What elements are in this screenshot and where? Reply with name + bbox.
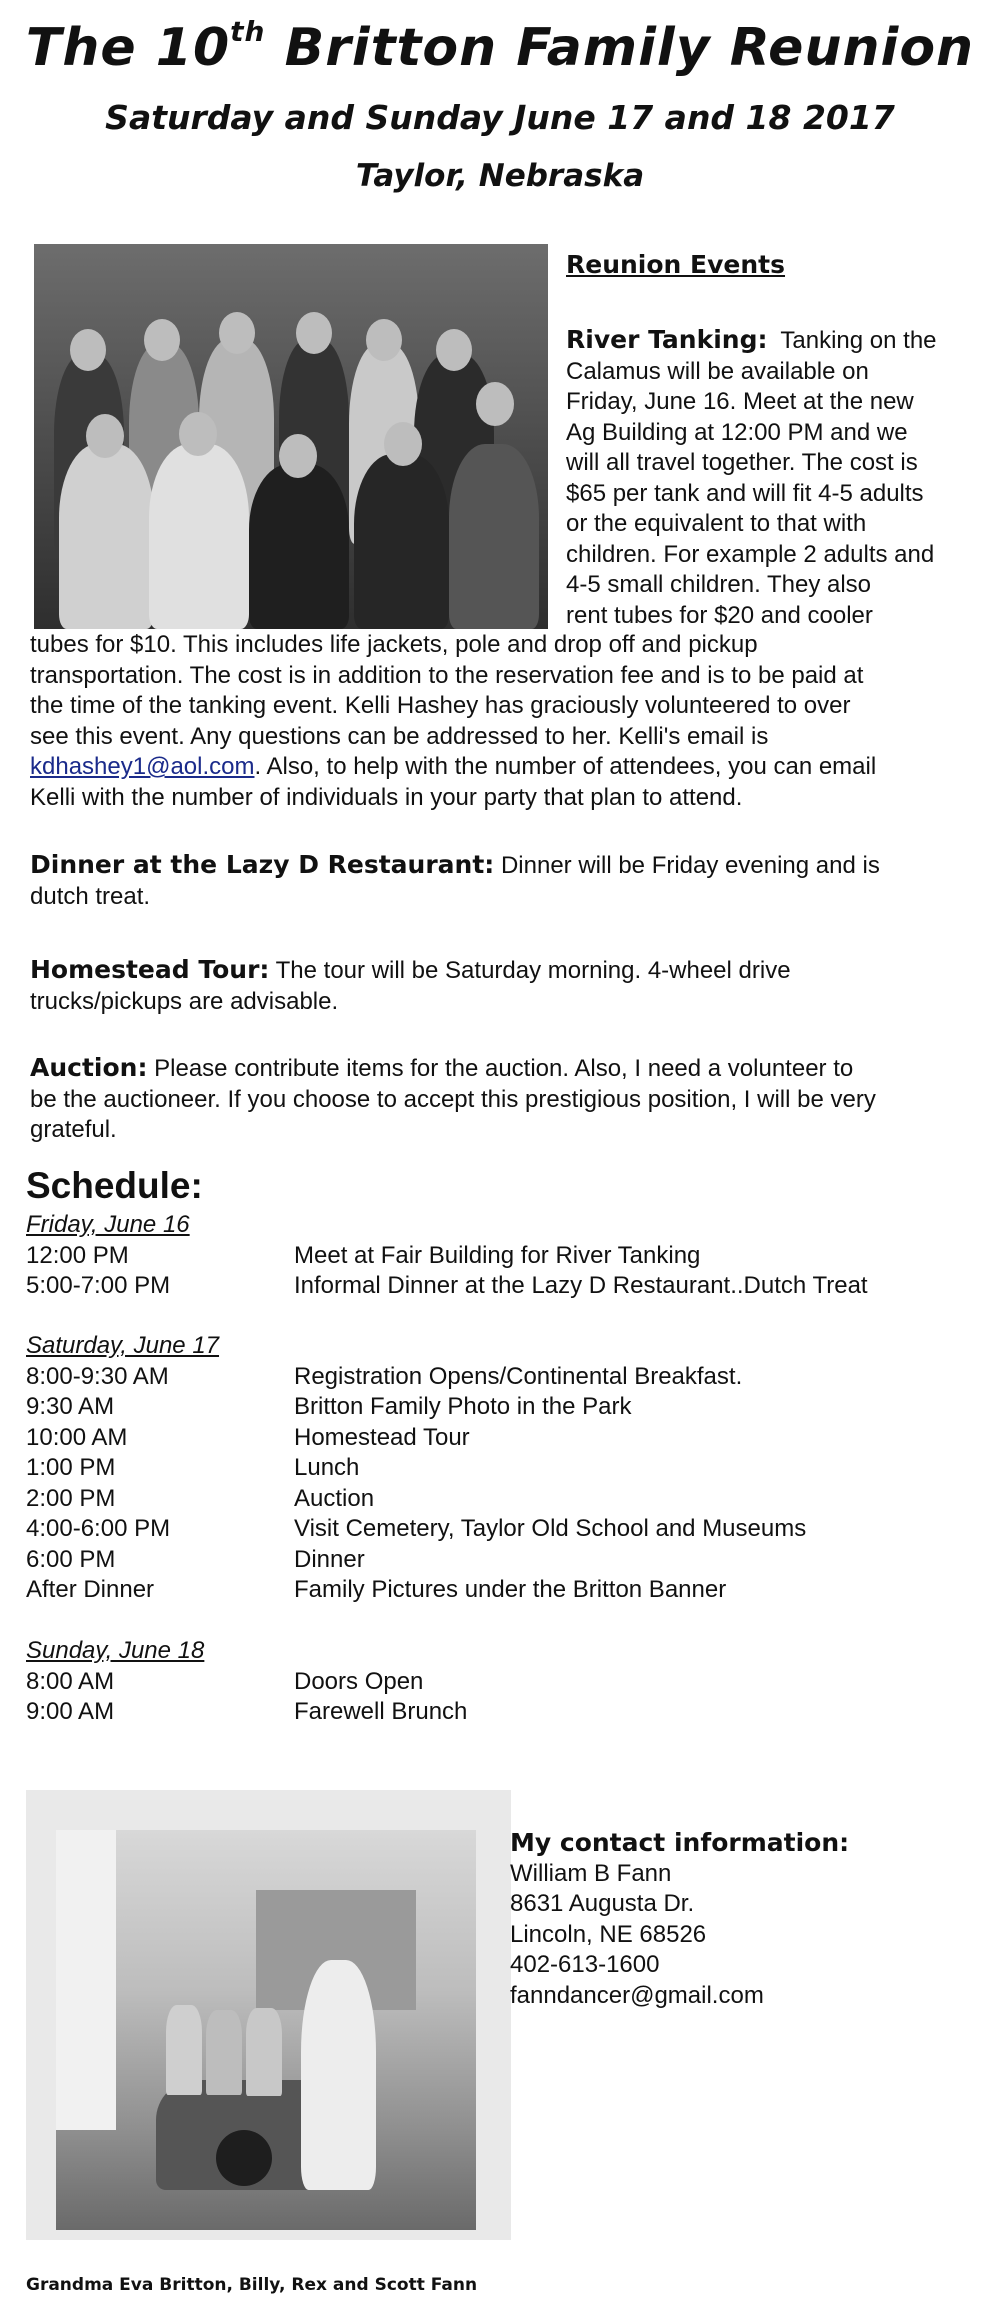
schedule-row	[26, 1241, 986, 1272]
photo-child	[206, 2010, 242, 2095]
schedule-time: 5:00-7:00 PM	[26, 1272, 171, 1299]
river-tanking-intro	[566, 325, 986, 631]
schedule-time: 12:00 PM	[26, 1241, 129, 1269]
schedule-event: Registration Opens/Continental Breakfast.	[294, 1362, 743, 1390]
photo-head	[476, 382, 514, 426]
schedule-time: 8:00 AM	[26, 1667, 115, 1695]
photo-figure	[249, 464, 349, 629]
text-line: the time of the tanking event. Kelli Hashey has graciously volunteered to over	[30, 692, 851, 719]
text-line: Kelli with the number of individuals in your party that plan to attend.	[30, 783, 743, 811]
schedule-event: Britton Family Photo in the Park	[294, 1393, 632, 1420]
photo-head	[296, 312, 332, 354]
schedule-event: Auction	[294, 1484, 375, 1512]
title-superscript: th	[230, 14, 266, 48]
grandma-and-boys-photo	[56, 1830, 476, 2230]
photo-head	[366, 319, 402, 361]
schedule-time: After Dinner	[26, 1576, 155, 1603]
photo-head	[144, 319, 180, 361]
schedule-row	[26, 1484, 986, 1515]
dinner-event	[30, 850, 980, 912]
photo-head	[384, 422, 422, 466]
schedule-time: 10:00 AM	[26, 1423, 128, 1451]
text-line: or the equivalent to that with	[566, 510, 867, 537]
photo-head	[179, 412, 217, 456]
schedule-time: 4:00-6:00 PM	[26, 1515, 171, 1542]
river-tanking-details	[30, 630, 980, 813]
river-tanking-lead: River Tanking:	[566, 325, 768, 354]
text-line: tubes for $10. This includes life jackets, pole and drop off and pickup	[30, 631, 758, 658]
schedule-event: Meet at Fair Building for River Tanking	[294, 1241, 701, 1269]
contact-name: William B Fann	[510, 1859, 672, 1887]
text-line: trucks/pickups are advisable.	[30, 987, 339, 1015]
text-line: Dinner will be Friday evening and is	[494, 852, 880, 879]
contact-city: Lincoln, NE 68526	[510, 1920, 707, 1948]
schedule-time: 8:00-9:30 AM	[26, 1362, 169, 1390]
title-rest: Britton Family Reunion	[265, 18, 975, 78]
schedule-event: Doors Open	[294, 1667, 424, 1695]
schedule-time: 2:00 PM	[26, 1484, 116, 1512]
schedule-row	[26, 1271, 986, 1302]
title-main: The 10	[25, 18, 231, 78]
photo-head	[219, 312, 255, 354]
photo-figure	[59, 444, 154, 629]
photo-head	[70, 329, 106, 371]
event-location: Taylor, Nebraska	[355, 158, 645, 194]
schedule-row	[26, 1575, 986, 1606]
text-line: Please contribute items for the auction. Also, I need a volunteer to	[147, 1055, 854, 1082]
day-label: Sunday, June 18	[26, 1637, 205, 1664]
text-line: 4-5 small children. They also	[566, 571, 872, 598]
schedule-event: Dinner	[294, 1545, 365, 1573]
text-line: Ag Building at 12:00 PM and we	[566, 418, 908, 446]
schedule-row	[26, 1362, 986, 1393]
text-line: will all travel together. The cost is	[566, 449, 918, 476]
dinner-lead: Dinner at the Lazy D Restaurant:	[30, 850, 495, 879]
auction-event	[30, 1053, 990, 1146]
schedule-row	[26, 1667, 986, 1698]
homestead-event	[30, 955, 980, 1017]
day-label: Friday, June 16	[26, 1211, 190, 1238]
schedule-event: Homestead Tour	[294, 1423, 470, 1451]
text-line: The tour will be Saturday morning. 4-wheel drive	[269, 957, 791, 984]
schedule-time: 6:00 PM	[26, 1545, 116, 1573]
photo-figure	[149, 444, 249, 629]
schedule-row	[26, 1545, 986, 1576]
schedule-event: Farewell Brunch	[294, 1698, 468, 1725]
photo-figure	[449, 444, 539, 629]
photo-child	[246, 2008, 282, 2096]
contact-email: fanndancer@gmail.com	[510, 1981, 764, 2009]
text-line: be the auctioneer. If you choose to accept this prestigious position, I will be very	[30, 1085, 876, 1113]
grandma-photo-frame	[26, 1790, 511, 2240]
contact-info	[510, 1828, 849, 2011]
schedule-row	[26, 1697, 986, 1728]
schedule-row	[26, 1423, 986, 1454]
kelli-email-link[interactable]: kdhashey1@aol.com	[30, 753, 255, 780]
schedule-event: Visit Cemetery, Taylor Old School and Museums	[294, 1515, 807, 1542]
text-line: Tanking on the	[780, 327, 937, 354]
text-line: Friday, June 16. Meet at the new	[566, 388, 914, 415]
text-line: children. For example 2 adults and	[566, 540, 935, 568]
text-line: $65 per tank and will fit 4-5 adults	[566, 479, 924, 507]
schedule-row	[26, 1453, 986, 1484]
photo-building	[56, 1830, 116, 2130]
schedule-event: Informal Dinner at the Lazy D Restaurant..Dutch Treat	[294, 1272, 868, 1299]
schedule-row	[26, 1514, 986, 1545]
schedule-event: Lunch	[294, 1454, 360, 1481]
text-line: dutch treat.	[30, 882, 151, 910]
events-heading: Reunion Events	[566, 250, 786, 279]
photo-head	[279, 434, 317, 478]
text-line: see this event. Any questions can be addressed to her. Kelli's email is	[30, 722, 769, 750]
event-dates: Saturday and Sunday June 17 and 18 2017	[105, 98, 895, 137]
contact-heading: My contact information:	[510, 1828, 850, 1857]
family-group-photo	[34, 244, 548, 629]
photo-grandma	[301, 1960, 376, 2190]
text-line: transportation. The cost is in addition to the reservation fee and is to be paid at	[30, 661, 864, 689]
photo-caption: Grandma Eva Britton, Billy, Rex and Scott Fann	[26, 2275, 478, 2295]
schedule-time: 9:30 AM	[26, 1393, 115, 1420]
photo-child	[166, 2005, 202, 2095]
photo-head	[86, 414, 124, 458]
photo-figure	[354, 454, 449, 629]
schedule-day-sunday	[26, 1636, 986, 1728]
text-line: . Also, to help with the number of attendees, you can email	[254, 753, 877, 780]
auction-lead: Auction:	[30, 1053, 148, 1082]
page-title	[0, 14, 1000, 78]
photo-head	[436, 329, 472, 371]
schedule-time: 9:00 AM	[26, 1698, 115, 1725]
day-label: Saturday, June 17	[26, 1332, 220, 1359]
schedule-heading: Schedule:	[26, 1165, 203, 1206]
text-line: Calamus will be available on	[566, 357, 869, 385]
homestead-lead: Homestead Tour:	[30, 955, 270, 984]
photo-car-wheel	[216, 2130, 272, 2186]
schedule-time: 1:00 PM	[26, 1454, 116, 1481]
text-line: grateful.	[30, 1116, 117, 1143]
text-line: rent tubes for $20 and cooler	[566, 601, 873, 629]
contact-phone: 402-613-1600	[510, 1951, 660, 1978]
contact-street: 8631 Augusta Dr.	[510, 1890, 695, 1917]
schedule-day-saturday	[26, 1331, 986, 1606]
schedule-row	[26, 1392, 986, 1423]
schedule-day-friday	[26, 1210, 986, 1302]
schedule-event: Family Pictures under the Britton Banner	[294, 1576, 727, 1603]
